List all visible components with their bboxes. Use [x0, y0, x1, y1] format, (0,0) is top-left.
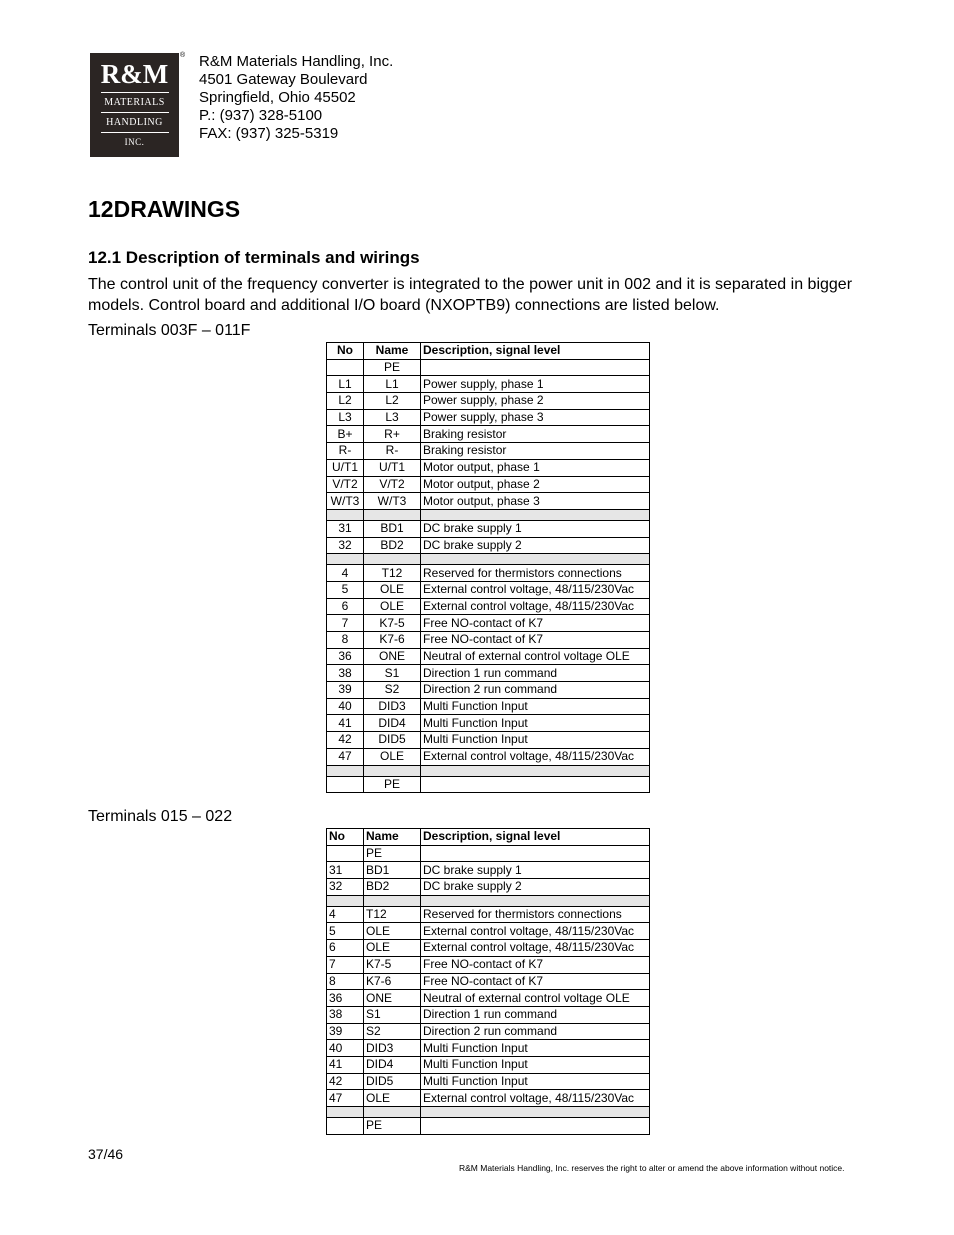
cell-description: DC brake supply 2 [421, 879, 650, 896]
cell-no: L2 [327, 393, 364, 410]
cell-description: Motor output, phase 2 [421, 476, 650, 493]
cell-name: DID3 [364, 1040, 421, 1057]
table-row [327, 682, 650, 699]
table-row [327, 443, 650, 460]
cell-no: 7 [327, 615, 364, 632]
table-row [327, 748, 650, 765]
cell-name: DID4 [364, 715, 421, 732]
empty-cell [364, 509, 421, 520]
table-row [327, 615, 650, 632]
subsection-title: 12.1 Description of terminals and wirings [88, 248, 420, 267]
table-row [327, 1006, 650, 1023]
empty-cell [364, 1107, 421, 1118]
cell-name: OLE [364, 1090, 421, 1107]
cell-no: 40 [327, 1040, 364, 1057]
table-row [327, 845, 650, 862]
table-row [327, 1040, 650, 1057]
cell-name: K7-5 [364, 615, 421, 632]
cell-name: L1 [364, 376, 421, 393]
cell-no: 39 [327, 1023, 364, 1040]
table-row [327, 359, 650, 376]
cell-description: DC brake supply 1 [421, 520, 650, 537]
cell-no: 41 [327, 1056, 364, 1073]
table-row [327, 409, 650, 426]
cell-no: 42 [327, 1073, 364, 1090]
cell-name: S2 [364, 1023, 421, 1040]
column-header-name: Name [364, 829, 421, 846]
cell-no: L1 [327, 376, 364, 393]
cell-name: ONE [364, 990, 421, 1007]
cell-name: BD2 [364, 537, 421, 554]
table-row [327, 990, 650, 1007]
cell-description: Power supply, phase 1 [421, 376, 650, 393]
cell-name: DID4 [364, 1056, 421, 1073]
cell-description: Neutral of external control voltage OLE [421, 990, 650, 1007]
table-row [327, 459, 650, 476]
column-header-name: Name [364, 343, 421, 360]
cell-no: 36 [327, 990, 364, 1007]
cell-name: PE [364, 776, 421, 793]
cell-no: 39 [327, 682, 364, 699]
cell-description: External control voltage, 48/115/230Vac [421, 1090, 650, 1107]
cell-no: 4 [327, 565, 364, 582]
separator-row [327, 509, 650, 520]
cell-no: 42 [327, 732, 364, 749]
table-row [327, 923, 650, 940]
cell-no: R- [327, 443, 364, 460]
logo-divider [101, 92, 169, 93]
table-row [327, 940, 650, 957]
cell-no: B+ [327, 426, 364, 443]
cell-no [327, 359, 364, 376]
table-row [327, 879, 650, 896]
cell-name: PE [364, 359, 421, 376]
cell-description: DC brake supply 1 [421, 862, 650, 879]
cell-description: Direction 1 run command [421, 1006, 650, 1023]
cell-name: S1 [364, 665, 421, 682]
cell-name: PE [364, 845, 421, 862]
cell-description: External control voltage, 48/115/230Vac [421, 748, 650, 765]
table-row [327, 393, 650, 410]
table-row [327, 698, 650, 715]
cell-description [421, 1118, 650, 1135]
table-row [327, 862, 650, 879]
cell-no: 38 [327, 665, 364, 682]
cell-no: 5 [327, 581, 364, 598]
table-row [327, 1090, 650, 1107]
cell-no: U/T1 [327, 459, 364, 476]
separator-row [327, 554, 650, 565]
cell-description: External control voltage, 48/115/230Vac [421, 923, 650, 940]
cell-description: Reserved for thermistors connections [421, 906, 650, 923]
cell-name: S2 [364, 682, 421, 699]
cell-no: 7 [327, 956, 364, 973]
cell-name: OLE [364, 581, 421, 598]
address-line: 4501 Gateway Boulevard [199, 71, 368, 88]
cell-description: External control voltage, 48/115/230Vac [421, 598, 650, 615]
registered-mark-icon: ® [180, 52, 186, 59]
table-row [327, 632, 650, 649]
cell-no: 8 [327, 632, 364, 649]
separator-row [327, 765, 650, 776]
empty-cell [364, 554, 421, 565]
cell-description: Multi Function Input [421, 1056, 650, 1073]
cell-description: Motor output, phase 1 [421, 459, 650, 476]
logo-divider [101, 132, 169, 133]
cell-description [421, 359, 650, 376]
page-number: 37/46 [88, 1146, 124, 1162]
cell-description: External control voltage, 48/115/230Vac [421, 581, 650, 598]
table-row [327, 1118, 650, 1135]
table1-caption: Terminals 003F – 011F [88, 322, 251, 339]
cell-no: 40 [327, 698, 364, 715]
table-row [327, 1073, 650, 1090]
empty-cell [327, 1107, 364, 1118]
cell-description: Direction 2 run command [421, 682, 650, 699]
table2-caption: Terminals 015 – 022 [88, 808, 233, 825]
cell-description: Power supply, phase 3 [421, 409, 650, 426]
table-row [327, 973, 650, 990]
table-row [327, 598, 650, 615]
cell-name: S1 [364, 1006, 421, 1023]
cell-no: 32 [327, 537, 364, 554]
empty-cell [421, 554, 650, 565]
cell-name: W/T3 [364, 493, 421, 510]
table-row [327, 732, 650, 749]
cell-no [327, 776, 364, 793]
table-row [327, 581, 650, 598]
empty-cell [421, 509, 650, 520]
table-row [327, 715, 650, 732]
cell-description: Multi Function Input [421, 1040, 650, 1057]
cell-description: Multi Function Input [421, 1073, 650, 1090]
cell-name: BD1 [364, 862, 421, 879]
cell-name: BD1 [364, 520, 421, 537]
cell-no: 5 [327, 923, 364, 940]
cell-name: BD2 [364, 879, 421, 896]
cell-description: Free NO-contact of K7 [421, 973, 650, 990]
separator-row [327, 895, 650, 906]
cell-description: Motor output, phase 3 [421, 493, 650, 510]
cell-no: 31 [327, 862, 364, 879]
empty-cell [421, 1107, 650, 1118]
cell-description: Braking resistor [421, 426, 650, 443]
cell-name: V/T2 [364, 476, 421, 493]
section-title: 12DRAWINGS [88, 196, 241, 222]
cell-no: 6 [327, 940, 364, 957]
cell-name: OLE [364, 748, 421, 765]
address-line: P.: (937) 328-5100 [199, 107, 323, 124]
terminals-table-003f-011f [326, 342, 650, 793]
cell-name: L2 [364, 393, 421, 410]
table-row [327, 493, 650, 510]
table-row [327, 565, 650, 582]
cell-no: 41 [327, 715, 364, 732]
cell-no [327, 845, 364, 862]
empty-cell [364, 895, 421, 906]
cell-no: 36 [327, 648, 364, 665]
cell-name: T12 [364, 565, 421, 582]
cell-description [421, 776, 650, 793]
footer-disclaimer: R&M Materials Handling, Inc. reserves the right to alter or amend the above information without notice. [459, 1163, 845, 1173]
cell-name: DID5 [364, 732, 421, 749]
company-address [199, 53, 393, 143]
empty-cell [421, 765, 650, 776]
table-row [327, 476, 650, 493]
cell-description: Free NO-contact of K7 [421, 956, 650, 973]
cell-name: K7-6 [364, 973, 421, 990]
table-row [327, 520, 650, 537]
cell-description: Free NO-contact of K7 [421, 615, 650, 632]
cell-description: Braking resistor [421, 443, 650, 460]
cell-no: W/T3 [327, 493, 364, 510]
company-logo [90, 53, 179, 157]
empty-cell [327, 554, 364, 565]
cell-name: DID3 [364, 698, 421, 715]
empty-cell [421, 895, 650, 906]
column-header-no: No [327, 829, 364, 846]
empty-cell [327, 895, 364, 906]
empty-cell [327, 765, 364, 776]
table-row [327, 376, 650, 393]
cell-name: K7-5 [364, 956, 421, 973]
cell-no [327, 1118, 364, 1135]
address-line: FAX: (937) 325-5319 [199, 125, 339, 142]
table-row [327, 665, 650, 682]
table-row [327, 426, 650, 443]
cell-name: R- [364, 443, 421, 460]
address-line: Springfield, Ohio 45502 [199, 89, 356, 106]
cell-description: Neutral of external control voltage OLE [421, 648, 650, 665]
cell-no: 38 [327, 1006, 364, 1023]
cell-description: Multi Function Input [421, 732, 650, 749]
cell-name: OLE [364, 940, 421, 957]
cell-no: L3 [327, 409, 364, 426]
table-row [327, 648, 650, 665]
cell-description [421, 845, 650, 862]
cell-name: PE [364, 1118, 421, 1135]
cell-name: OLE [364, 598, 421, 615]
empty-cell [364, 765, 421, 776]
logo-line-2: HANDLING [106, 117, 163, 128]
separator-row [327, 1107, 650, 1118]
cell-no: 8 [327, 973, 364, 990]
terminals-table-015-022 [326, 828, 650, 1135]
cell-name: ONE [364, 648, 421, 665]
cell-description: Multi Function Input [421, 698, 650, 715]
table-header-row [327, 343, 650, 360]
table-row [327, 956, 650, 973]
table-row [327, 537, 650, 554]
cell-description: Direction 1 run command [421, 665, 650, 682]
table-row [327, 1023, 650, 1040]
logo-line-1: MATERIALS [104, 97, 165, 108]
logo-monogram: R&M [100, 59, 169, 89]
table-row [327, 776, 650, 793]
column-header-description: Description, signal level [421, 829, 650, 846]
cell-name: OLE [364, 923, 421, 940]
column-header-description: Description, signal level [421, 343, 650, 360]
cell-description: Free NO-contact of K7 [421, 632, 650, 649]
cell-no: 47 [327, 1090, 364, 1107]
intro-paragraph: The control unit of the frequency converter is integrated to the power unit in 002 and it is separated in bigger models. Control board and additional I/O board (NXOPTB9) connections are listed below. [88, 276, 853, 314]
cell-description: Multi Function Input [421, 715, 650, 732]
cell-name: DID5 [364, 1073, 421, 1090]
empty-cell [327, 509, 364, 520]
cell-description: External control voltage, 48/115/230Vac [421, 940, 650, 957]
cell-no: 31 [327, 520, 364, 537]
address-line: R&M Materials Handling, Inc. [199, 53, 394, 70]
cell-description: Power supply, phase 2 [421, 393, 650, 410]
cell-name: K7-6 [364, 632, 421, 649]
cell-no: 4 [327, 906, 364, 923]
cell-no: 6 [327, 598, 364, 615]
cell-name: R+ [364, 426, 421, 443]
cell-description: DC brake supply 2 [421, 537, 650, 554]
column-header-no: No [327, 343, 364, 360]
logo-divider [101, 112, 169, 113]
cell-description: Reserved for thermistors connections [421, 565, 650, 582]
table-row [327, 906, 650, 923]
cell-name: T12 [364, 906, 421, 923]
cell-name: L3 [364, 409, 421, 426]
cell-no: 32 [327, 879, 364, 896]
table-header-row [327, 829, 650, 846]
cell-name: U/T1 [364, 459, 421, 476]
cell-description: Direction 2 run command [421, 1023, 650, 1040]
logo-line-3: INC. [124, 137, 145, 147]
cell-no: V/T2 [327, 476, 364, 493]
cell-no: 47 [327, 748, 364, 765]
table-row [327, 1056, 650, 1073]
